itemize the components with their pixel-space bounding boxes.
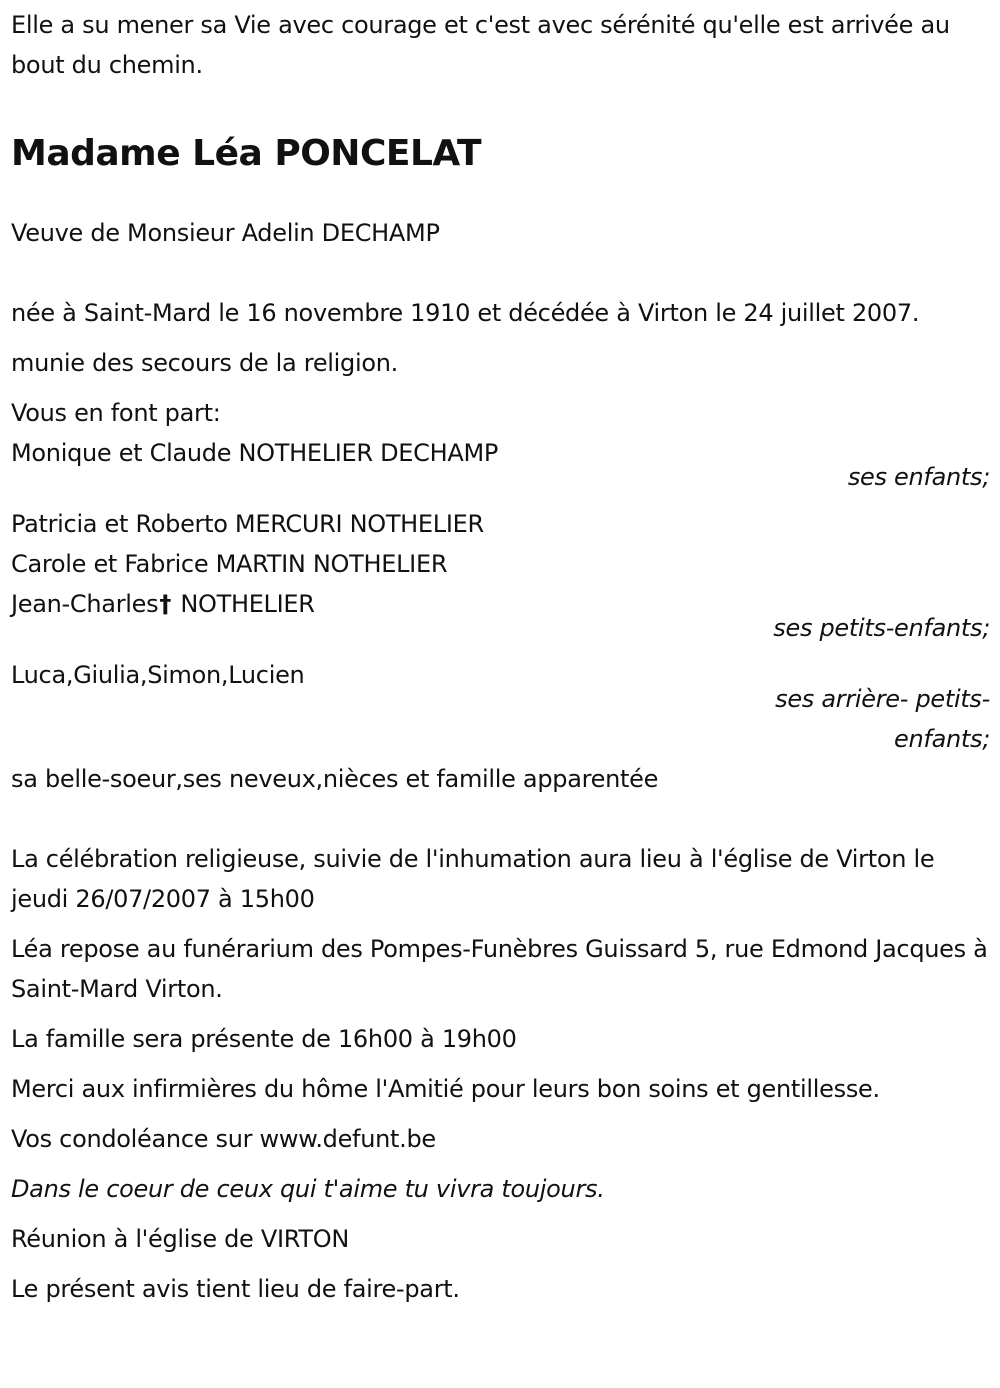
great-grandchildren-names: Luca,Giulia,Simon,Lucien [11, 661, 305, 689]
grandchild-first-name: Jean-Charles [11, 590, 159, 618]
grandchildren-relation-label: ses petits-enfants; [773, 614, 990, 642]
intro-text: Elle a su mener sa Vie avec courage et c'est avec sérénité qu'elle est arrivée au bout du chemin. [11, 11, 950, 79]
thanks-text: Merci aux infirmières du hôme l'Amitié pour leurs bon soins et gentillesse. [11, 1075, 880, 1103]
family-presence-text: La famille sera présente de 16h00 à 19h00 [11, 1025, 517, 1053]
announcement-label: Vous en font part: [11, 399, 221, 427]
notice-text: Le présent avis tient lieu de faire-part. [11, 1275, 460, 1303]
children-names: Monique et Claude NOTHELIER DECHAMP [11, 439, 499, 467]
birth-death-text: née à Saint-Mard le 16 novembre 1910 et décédée à Virton le 24 juillet 2007. [11, 299, 920, 327]
ceremony-text: La célébration religieuse, suivie de l'inhumation aura lieu à l'église de Virton le jeudi 26/07/2007 à 15h00 [11, 845, 935, 913]
religion-text: munie des secours de la religion. [11, 349, 398, 377]
memorial-quote: Dans le coeur de ceux qui t'aime tu vivra toujours. [11, 1175, 605, 1203]
cross-icon: † [159, 590, 172, 618]
condolences-text: Vos condoléance sur www.defunt.be [11, 1125, 436, 1153]
grandchild-name: Patricia et Roberto MERCURI NOTHELIER [11, 510, 484, 538]
children-relation-label: ses enfants; [847, 463, 990, 491]
grandchild-name: Carole et Fabrice MARTIN NOTHELIER [11, 550, 448, 578]
obituary-notice [0, 5, 1000, 1309]
resting-place-text: Léa repose au funérarium des Pompes-Funèbres Guissard 5, rue Edmond Jacques à Saint-Mard Virton. [11, 935, 988, 1003]
deceased-name-title: Madame Léa PONCELAT [11, 133, 482, 174]
grandchild-last-name: NOTHELIER [173, 590, 315, 618]
widow-of-text: Veuve de Monsieur Adelin DECHAMP [11, 219, 440, 247]
meeting-text: Réunion à l'église de VIRTON [11, 1225, 349, 1253]
other-family-text: sa belle-soeur,ses neveux,nièces et famille apparentée [11, 765, 659, 793]
great-grandchildren-relation-label: ses arrière- petits-enfants; [775, 685, 990, 753]
